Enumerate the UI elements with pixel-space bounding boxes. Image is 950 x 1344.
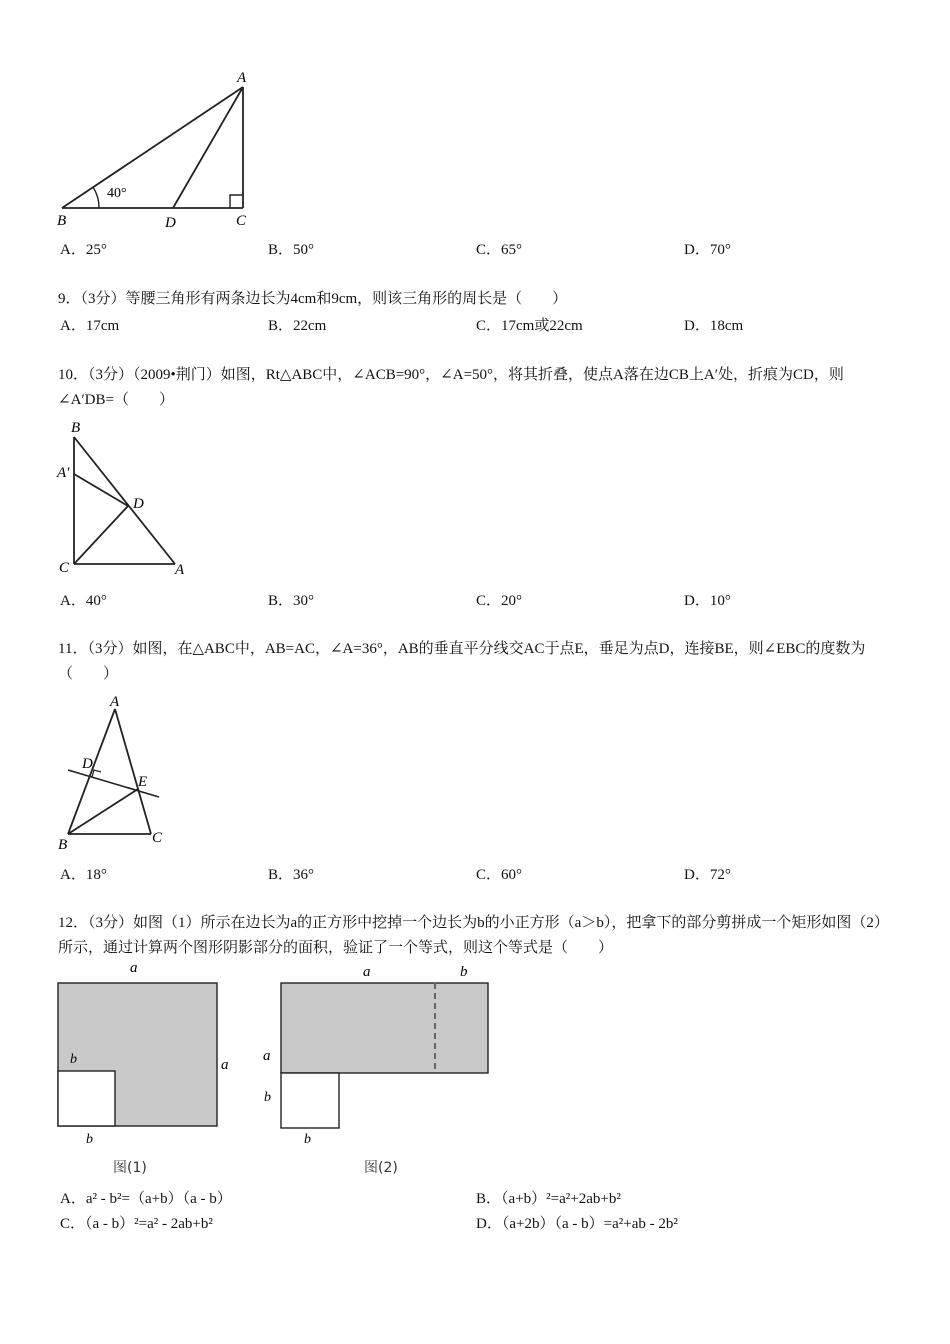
q9-option-c[interactable]: C．17cm或22cm [476,318,583,334]
q8-option-a[interactable]: A．25° [60,242,107,258]
q12-figure-1 [50,955,250,1180]
q12-fig2-label-left-a: a [263,1048,271,1064]
q12-option-d[interactable]: D．（a+2b）（a - b）=a²+ab - 2b² [476,1216,678,1232]
q9-option-a[interactable]: A．17cm [60,318,120,334]
q12-option-b[interactable]: B．（a+b）²=a²+2ab+b² [476,1191,621,1207]
q12-fig2-label-bottom: b [304,1132,311,1147]
q11-label-B: B [58,837,68,853]
q11-option-c[interactable]: C．60° [476,867,523,883]
q8-label-D: D [165,215,176,231]
q11-option-b[interactable]: B．36° [268,867,315,883]
q9-option-b[interactable]: B．22cm [268,318,327,334]
q12-fig1-label-inner: b [70,1052,77,1067]
q12-fig1-caption: 图(1) [113,1160,147,1176]
q12-fig2-caption: 图(2) [364,1160,398,1176]
q8-figure [55,65,265,235]
q10-option-a[interactable]: A．40° [60,593,107,609]
q10-figure [55,415,195,580]
q10-label-B: B [71,420,81,436]
q10-option-c[interactable]: C．20° [476,593,523,609]
q11-option-a[interactable]: A．18° [60,867,107,883]
q12-figure-2 [255,955,505,1180]
q12-fig1-label-right: a [221,1057,229,1073]
q11-figure [55,690,175,855]
q10-stem: 10．（3分）（2009•荆门）如图，Rt△ABC中，∠ACB=90°，∠A=50°，将其折叠，使点A落在边CB上A′处，折痕为CD，则∠A′DB=（ ） [58,367,844,408]
q10-label-A1: A′ [57,465,70,481]
q10-option-d[interactable]: D．10° [684,593,731,609]
q12-option-c[interactable]: C．（a - b）²=a² - 2ab+b² [60,1216,213,1232]
q8-option-d[interactable]: D．70° [684,242,731,258]
q10-option-b[interactable]: B．30° [268,593,315,609]
q10-label-A: A [175,562,185,578]
q11-label-E: E [138,774,148,790]
q12-fig1-label-top: a [130,960,138,976]
q11-label-C: C [152,830,163,846]
q8-label-C: C [236,213,247,229]
q12-fig2-label-top-a: a [363,964,371,980]
q12-option-a[interactable]: A．a² - b²=（a+b）（a - b） [60,1191,232,1207]
q12-fig2-label-top-b: b [460,964,468,980]
q8-label-A: A [237,70,247,86]
q10-label-D: D [133,496,144,512]
q12-fig1-label-bottom: b [86,1132,93,1147]
q11-stem: 11．（3分）如图，在△ABC中，AB=AC，∠A=36°，AB的垂直平分线交AC于点E，垂足为点D，连接BE，则∠EBC的度数为（ ） [58,641,866,682]
q8-option-b[interactable]: B．50° [268,242,315,258]
q8-option-c[interactable]: C．65° [476,242,523,258]
q8-label-angle: 40° [107,186,127,201]
q11-label-A: A [110,694,120,710]
q11-label-D: D [82,756,93,772]
q9-stem: 9．（3分）等腰三角形有两条边长为4cm和9cm，则该三角形的周长是（ ） [58,291,568,307]
q9-option-d[interactable]: D．18cm [684,318,744,334]
q11-option-d[interactable]: D．72° [684,867,731,883]
q12-fig2-label-left-b: b [264,1090,271,1105]
q10-label-C: C [59,560,70,576]
q12-stem: 12．（3分）如图（1）所示在边长为a的正方形中挖掉一个边长为b的小正方形（a＞b），把拿下的部分剪拼成一个矩形如图（2）所示，通过计算两个图形阴影部分的面积，验证了一个等式，则这个等式是（ ） [58,915,889,956]
q8-label-B: B [57,213,67,229]
